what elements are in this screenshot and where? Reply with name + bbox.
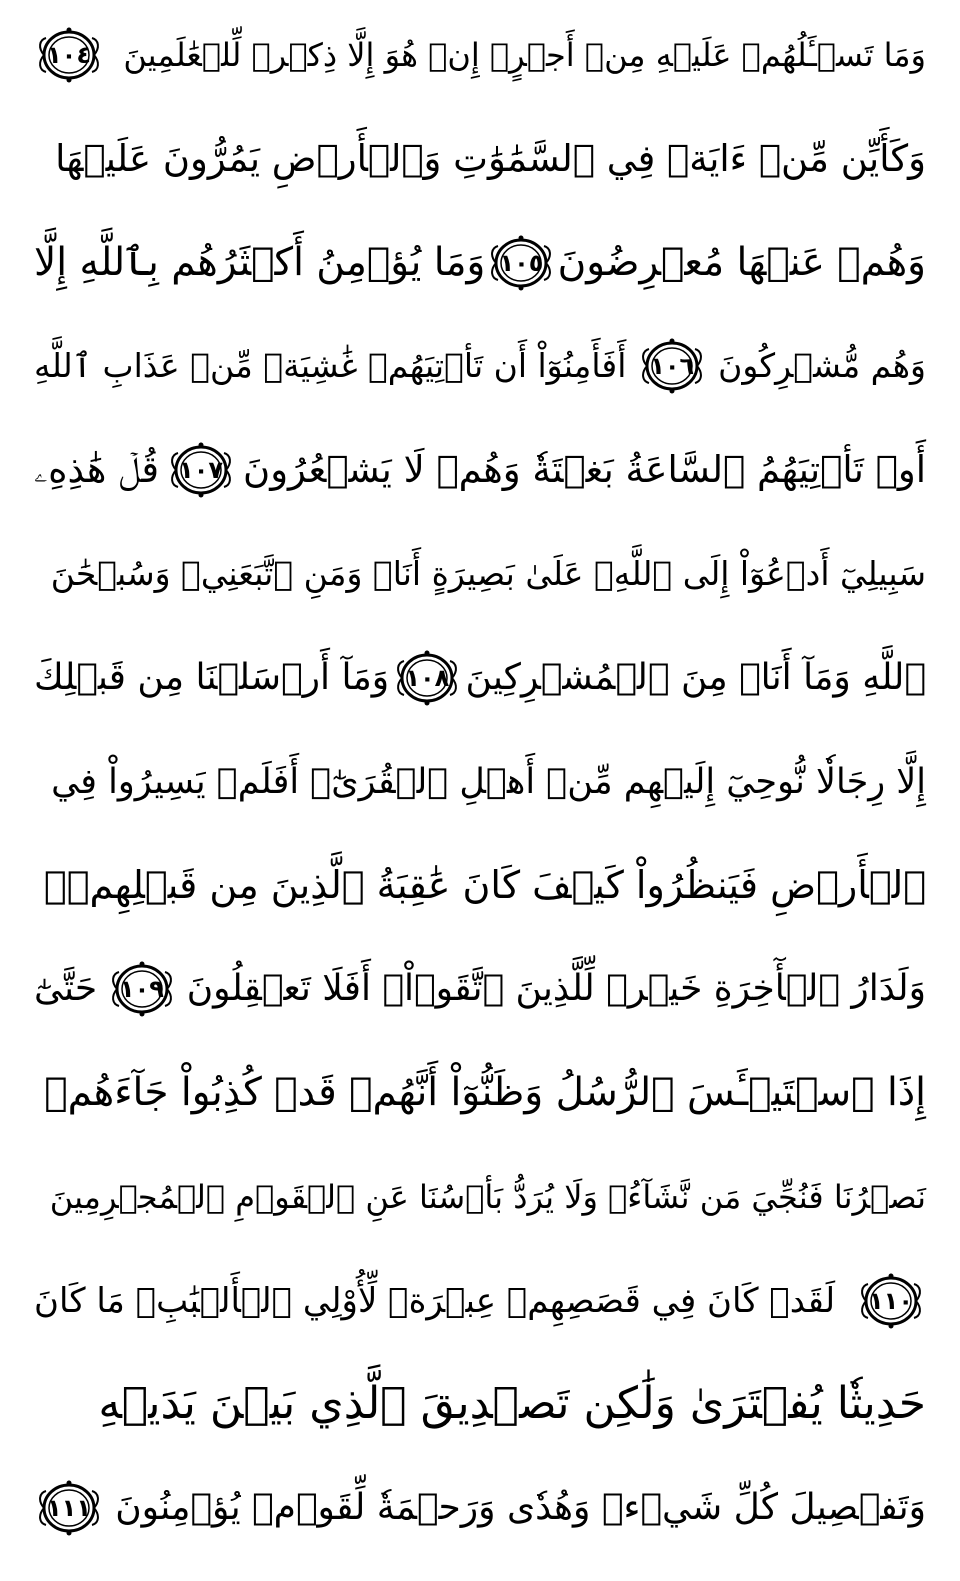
verse-text: وَهُمۡ عَنۡهَا مُعۡرِضُونَ xyxy=(557,239,926,285)
verse-text: إِذَا ٱسۡتَيۡـَٔسَ ٱلرُّسُلُ وَظَنُّوٓاْ أَنَّهُمۡ قَدۡ كُذِبُواْ جَآءَهُمۡ xyxy=(44,1070,926,1115)
text-line xyxy=(34,733,926,831)
verse-end-marker xyxy=(486,234,556,292)
text-line xyxy=(34,6,926,104)
verse-text: وَلَدَارُ ٱلۡأٓخِرَةِ خَيۡرٞ لِّلَّذِينَ ٱتَّقَوۡاْۚ أَفَلَا تَعۡقِلُونَ xyxy=(186,968,926,1010)
verse-text: قُلۡ هَٰذِهِۦ xyxy=(34,448,160,492)
verse-number: ١١٠ xyxy=(869,1286,913,1315)
text-line xyxy=(34,940,926,1038)
text-line xyxy=(34,836,926,934)
verse-end-marker xyxy=(392,649,462,707)
verse-text: وَمَا يُؤۡمِنُ أَكۡثَرُهُم بِٱللَّهِ إِلَّا xyxy=(34,239,486,285)
verse-number: ١٠٩ xyxy=(119,975,164,1004)
text-line xyxy=(34,1252,926,1350)
text-line xyxy=(34,214,926,312)
verse-text: ٱللَّهِ وَمَآ أَنَا۠ مِنَ ٱلۡمُشۡرِكِينَ xyxy=(465,656,926,698)
text-line xyxy=(34,1044,926,1142)
verse-end-marker xyxy=(107,960,177,1018)
verse-end-marker xyxy=(34,26,104,84)
verse-end-marker xyxy=(34,1479,104,1537)
verse-text: إِلَّا رِجَالٗا نُّوحِيٓ إِلَيۡهِم مِّنۡ أَهۡلِ ٱلۡقُرَىٰٓۗ أَفَلَمۡ يَسِيرُواْ فِي xyxy=(51,761,926,802)
verse-text: وَمَا تَسۡـَٔلُهُمۡ عَلَيۡهِ مِنۡ أَجۡرٍۚ إِنۡ هُوَ إِلَّا ذِكۡرٞ لِّلۡعَٰلَمِينَ xyxy=(123,36,926,74)
verse-number: ١٠٧ xyxy=(179,456,223,485)
verse-end-marker xyxy=(166,441,236,499)
verse-end-marker xyxy=(637,337,707,395)
verse-text: حَتَّىٰٓ xyxy=(34,968,98,1010)
verse-number: ١١١ xyxy=(47,1494,91,1523)
verse-text: وَتَفۡصِيلَ كُلِّ شَيۡءٖ وَهُدٗى وَرَحۡمَةٗ لِّقَوۡمٖ يُؤۡمِنُونَ xyxy=(115,1487,926,1529)
text-line xyxy=(34,525,926,623)
text-line xyxy=(34,629,926,727)
text-line xyxy=(34,1355,926,1453)
verse-text: لَقَدۡ كَانَ فِي قَصَصِهِمۡ عِبۡرَةٞ لِّأُوْلِي ٱلۡأَلۡبَٰبِۗ مَا كَانَ xyxy=(34,1280,836,1321)
verse-text: أَوۡ تَأۡتِيَهُمُ ٱلسَّاعَةُ بَغۡتَةٗ وَهُمۡ لَا يَشۡعُرُونَ xyxy=(243,448,926,492)
text-line xyxy=(34,110,926,208)
verse-number: ١٠٨ xyxy=(405,663,450,692)
verse-text: وَمَآ أَرۡسَلۡنَا مِن قَبۡلِكَ xyxy=(34,656,390,698)
verse-end-marker xyxy=(856,1272,926,1330)
verse-number: ١٠٤ xyxy=(47,41,91,69)
text-line xyxy=(34,421,926,519)
verse-text: ٱلۡأَرۡضِ فَيَنظُرُواْ كَيۡفَ كَانَ عَٰقِبَةُ ٱلَّذِينَ مِن قَبۡلِهِمۡۗ xyxy=(43,863,926,908)
text-line xyxy=(34,1459,926,1557)
verse-number: ١٠٦ xyxy=(650,352,695,381)
verse-text: أَفَأَمِنُوٓاْ أَن تَأۡتِيَهُمۡ غَٰشِيَةٞ مِّنۡ عَذَابِ ٱللَّهِ xyxy=(34,346,627,386)
verse-text: حَدِيثٗا يُفۡتَرَىٰ وَلَٰكِن تَصۡدِيقَ ٱلَّذِي بَيۡنَ يَدَيۡهِ xyxy=(98,1378,926,1430)
text-line xyxy=(34,1148,926,1246)
verse-text: سَبِيلِيٓ أَدۡعُوٓاْ إِلَى ٱللَّهِۚ عَلَىٰ بَصِيرَةٍ أَنَا۠ وَمَنِ ٱتَّبَعَنِيۖ وَسُبۡحَٰنَ xyxy=(50,554,926,593)
verse-text: نَصۡرُنَا فَنُجِّيَ مَن نَّشَآءُۖ وَلَا يُرَدُّ بَأۡسُنَا عَنِ ٱلۡقَوۡمِ ٱلۡمُجۡرِمِينَ xyxy=(49,1177,926,1216)
text-line xyxy=(34,317,926,415)
verse-number: ١٠٥ xyxy=(499,248,544,277)
verse-text: وَهُم مُّشۡرِكُونَ xyxy=(718,346,926,386)
verse-text: وَكَأَيِّن مِّنۡ ءَايَةٖ فِي ٱلسَّمَٰوَٰتِ وَٱلۡأَرۡضِ يَمُرُّونَ عَلَيۡهَا xyxy=(55,136,926,180)
